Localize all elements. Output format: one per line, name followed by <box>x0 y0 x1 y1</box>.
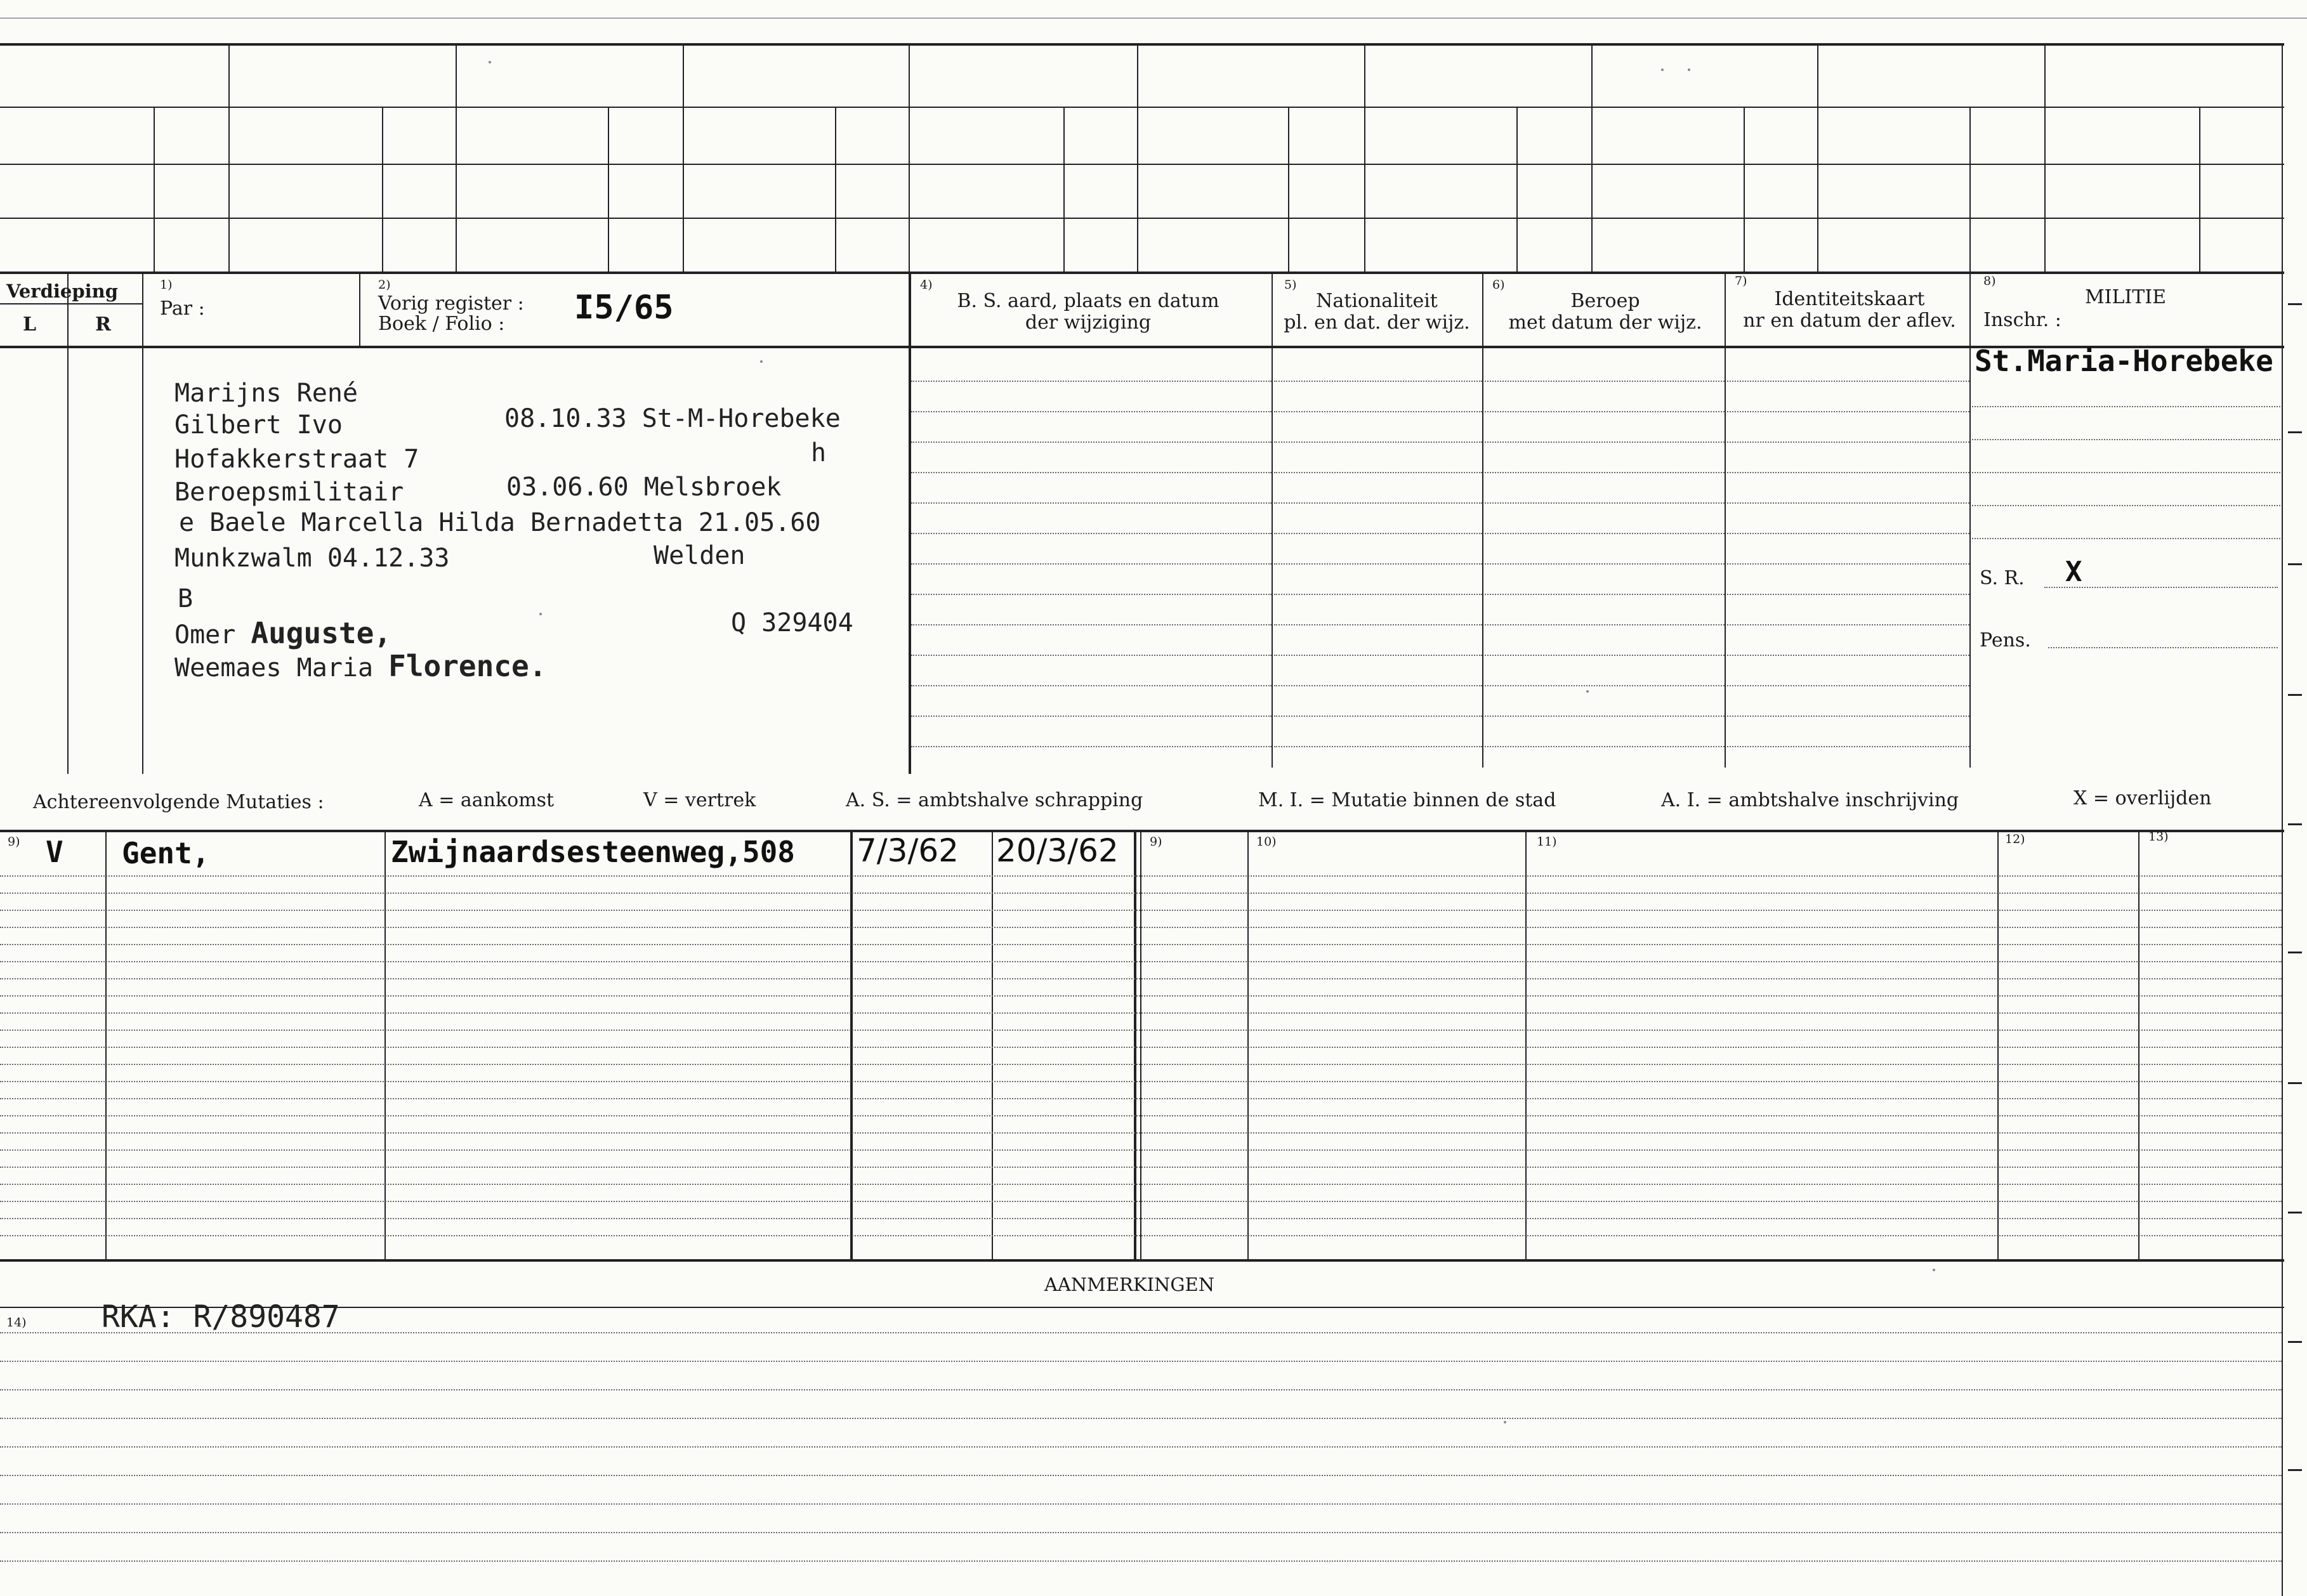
ruling-line <box>1727 563 1969 565</box>
ruling-line <box>1274 563 1482 565</box>
ruling-line <box>0 910 2282 911</box>
grid-subdivider <box>154 107 155 273</box>
person-line: Weemaes Maria Florence. <box>174 649 547 683</box>
ruling-line <box>1274 624 1482 625</box>
ruling-line <box>0 1503 2282 1505</box>
col-divider <box>2138 831 2139 1260</box>
ruling-line <box>911 685 1272 686</box>
sr-label: S. R. <box>1980 567 2025 589</box>
ruling-line <box>0 995 2282 997</box>
ruling-line <box>0 1167 2282 1168</box>
field-number: 6) <box>1492 278 1505 292</box>
col5-title: Nationaliteit <box>1316 290 1438 312</box>
scan-speck <box>1688 69 1690 71</box>
grid-divider <box>228 44 230 273</box>
margin-mark <box>2288 823 2302 825</box>
ruling-line <box>1274 716 1482 717</box>
ruling-line <box>1485 716 1725 717</box>
vorig-register-label: Vorig register : <box>378 292 524 315</box>
mutations-top-border <box>0 830 2284 832</box>
mutation-date-1: 7/3/62 <box>857 832 959 869</box>
remarks-title: AANMERKINGEN <box>1044 1274 1215 1295</box>
grid-subdivider <box>835 107 836 273</box>
col-divider <box>1997 831 1999 1260</box>
ruling-line <box>1727 655 1969 656</box>
ruling-line <box>1485 563 1725 565</box>
ruling-line <box>0 1532 2282 1533</box>
legend-v: V = vertrek <box>643 789 756 811</box>
scan-speck <box>760 360 763 363</box>
vorig-register-value: I5/65 <box>574 289 674 327</box>
person-line: Gilbert Ivo <box>174 410 343 440</box>
ruling-line <box>0 875 2282 877</box>
ruling-line <box>1727 716 1969 717</box>
person-line: Beroepsmilitair <box>174 478 404 507</box>
ruling-line <box>0 1081 2282 1082</box>
col-divider <box>1140 831 1141 1260</box>
col4-title: B. S. aard, plaats en datum <box>957 290 1219 312</box>
ruling-line <box>911 746 1272 747</box>
ruling-line <box>1274 746 1482 747</box>
ruling-line <box>0 978 2282 979</box>
person-line: 03.06.60 Melsbroek <box>506 473 782 502</box>
col-divider <box>1272 273 1273 768</box>
ruling-line <box>1485 655 1725 656</box>
ruling-line <box>0 927 2282 928</box>
ruling-line <box>911 563 1272 565</box>
grid-subdivider <box>382 107 383 273</box>
grid-subdivider <box>1516 107 1518 273</box>
ruling-line <box>1274 594 1482 595</box>
ruling-line <box>1274 411 1482 412</box>
ruling-line <box>1274 381 1482 382</box>
scan-speck <box>489 61 491 63</box>
boek-folio-label: Boek / Folio : <box>378 313 505 335</box>
margin-mark <box>2288 563 2302 565</box>
ruling-line <box>1485 746 1725 747</box>
r-label: R <box>95 313 111 336</box>
field-number: 10) <box>1256 835 1277 849</box>
ruling-line <box>1972 406 2280 407</box>
person-line: B <box>178 584 194 613</box>
ruling-line <box>1727 381 1969 382</box>
field-number: 14) <box>6 1316 27 1330</box>
scan-speck <box>1933 1269 1935 1271</box>
margin-mark <box>2288 694 2302 696</box>
ruling-line <box>1485 411 1725 412</box>
ruling-line <box>1274 655 1482 656</box>
col-divider <box>1482 273 1483 768</box>
margin-mark <box>2288 431 2302 433</box>
ruling-line <box>0 1418 2282 1419</box>
field-number: 5) <box>1284 278 1297 292</box>
grid-divider <box>1364 44 1365 273</box>
person-line: Welden <box>654 541 746 570</box>
grid-line <box>0 107 2284 108</box>
ruling-line <box>1485 442 1725 443</box>
ruling-line <box>0 1235 2282 1236</box>
col5-subtitle: pl. en dat. der wijz. <box>1284 311 1470 334</box>
person-line: Munkzwalm 04.12.33 <box>174 544 450 573</box>
grid-top-border <box>0 43 2284 46</box>
grid-subdivider <box>2199 107 2200 273</box>
legend-a: A = aankomst <box>419 789 555 811</box>
col-divider <box>384 831 386 1260</box>
ruling-line <box>911 533 1272 534</box>
ruling-line <box>1727 533 1969 534</box>
mutations-bottom-border <box>0 1259 2284 1262</box>
grid-subdivider <box>1969 107 1971 273</box>
field-number: 9) <box>8 835 20 849</box>
ruling-line <box>0 1218 2282 1219</box>
ruling-line <box>1485 502 1725 504</box>
margin-mark <box>2288 1469 2302 1471</box>
mutation-date-2: 20/3/62 <box>996 832 1119 869</box>
person-line: h <box>811 438 827 468</box>
pens-label: Pens. <box>1980 629 2031 651</box>
legend-x: X = overlijden <box>2074 787 2212 809</box>
col-divider <box>1134 831 1136 1260</box>
field-number: 13) <box>2148 830 2169 844</box>
grid-subdivider <box>1744 107 1745 273</box>
col-divider <box>67 273 69 774</box>
ruling-line <box>0 1030 2282 1031</box>
ruling-line <box>1972 505 2280 506</box>
legend-mi: M. I. = Mutatie binnen de stad <box>1258 789 1556 811</box>
ruling-line <box>911 716 1272 717</box>
col-divider <box>992 831 993 1260</box>
margin-mark <box>2288 1082 2302 1084</box>
grid-subdivider <box>1288 107 1289 273</box>
margin-mark <box>2288 1341 2302 1343</box>
inschr-value: St.Maria-Horebeke <box>1975 344 2273 378</box>
col-divider <box>1525 831 1527 1260</box>
ruling-line <box>1485 533 1725 534</box>
col-divider <box>850 831 853 1260</box>
col4-subtitle: der wijziging <box>1025 311 1152 334</box>
ruling-line <box>0 1012 2282 1014</box>
col6-title: Beroep <box>1570 290 1640 312</box>
ruling-line <box>1485 381 1725 382</box>
ruling-line <box>1972 538 2280 539</box>
ruling-line <box>0 1560 2282 1562</box>
ruling-line <box>0 893 2282 894</box>
mutation-address: Zwijnaardsesteenweg,508 <box>391 835 795 869</box>
ruling-line <box>0 1446 2282 1448</box>
ruling-line <box>1727 411 1969 412</box>
ruling-line <box>0 944 2282 945</box>
remarks-header-line <box>0 1307 2284 1308</box>
col7-title: Identiteitskaart <box>1774 288 1925 310</box>
ruling-line <box>1485 624 1725 625</box>
ruling-line <box>1485 594 1725 595</box>
field-number: 11) <box>1537 835 1557 849</box>
scan-speck <box>539 613 542 615</box>
legend-ai: A. I. = ambtshalve inschrijving <box>1661 789 1959 811</box>
ruling-line <box>1727 442 1969 443</box>
ruling-line <box>911 502 1272 504</box>
ruling-line <box>0 1475 2282 1476</box>
ruling-line <box>0 1132 2282 1134</box>
person-id-number: Q 329404 <box>731 608 853 638</box>
ruling-line <box>1972 439 2280 440</box>
field-number: 9) <box>1150 835 1162 849</box>
ruling-line <box>1274 472 1482 473</box>
mutation-type: V <box>46 835 63 869</box>
grid-line <box>0 218 2284 219</box>
grid-divider <box>1817 44 1818 273</box>
ruling-line <box>1727 624 1969 625</box>
ruling-line <box>1727 685 1969 686</box>
ruling-line <box>0 1149 2282 1151</box>
pens-line <box>2048 647 2278 648</box>
ruling-line <box>1274 442 1482 443</box>
col-divider <box>1969 273 1971 768</box>
grid-divider <box>1591 44 1593 273</box>
ruling-line <box>911 411 1272 412</box>
grid-divider <box>456 44 457 273</box>
col-divider <box>1247 831 1249 1260</box>
grid-divider <box>2044 44 2046 273</box>
grid-bottom-border <box>0 271 2284 274</box>
ruling-line <box>0 1115 2282 1116</box>
scan-speck <box>1661 69 1664 71</box>
legend-title: Achtereenvolgende Mutaties : <box>33 791 324 813</box>
sr-value: X <box>2065 556 2082 588</box>
ruling-line <box>1727 746 1969 747</box>
ruling-line <box>1274 502 1482 504</box>
ruling-line <box>1485 685 1725 686</box>
col6-subtitle: met datum der wijz. <box>1508 311 1702 334</box>
card-right-border <box>2282 43 2283 1596</box>
field-number: 8) <box>1983 274 1996 288</box>
person-line: Omer Auguste, <box>174 616 391 650</box>
header-divider <box>0 303 142 304</box>
margin-mark <box>2288 1212 2302 1213</box>
ruling-line <box>911 472 1272 473</box>
ruling-line <box>1485 472 1725 473</box>
ruling-line <box>0 1201 2282 1202</box>
col-divider <box>359 273 360 346</box>
field-number: 4) <box>920 278 933 292</box>
legend-as: A. S. = ambtshalve schrapping <box>846 789 1143 811</box>
grid-subdivider <box>1063 107 1065 273</box>
margin-mark <box>2288 303 2302 305</box>
person-line: Marijns René <box>174 379 358 408</box>
scan-speck <box>1586 690 1589 693</box>
ruling-line <box>1972 472 2280 473</box>
ruling-line <box>911 624 1272 625</box>
grid-divider <box>909 44 910 273</box>
l-label: L <box>23 313 37 336</box>
field-number: 1) <box>160 278 173 292</box>
col7-subtitle: nr en datum der aflev. <box>1743 310 1956 332</box>
mutation-place: Gent, <box>122 836 210 870</box>
header-bottom-border <box>0 346 2284 348</box>
ruling-line <box>911 442 1272 443</box>
ruling-line <box>0 1047 2282 1048</box>
ruling-line <box>911 655 1272 656</box>
ruling-line <box>0 1389 2282 1390</box>
grid-subdivider <box>608 107 609 273</box>
ruling-line <box>0 1361 2282 1362</box>
ruling-line <box>1727 472 1969 473</box>
ruling-line <box>0 1098 2282 1099</box>
ruling-line <box>911 381 1272 382</box>
grid-divider <box>1137 44 1138 273</box>
person-line: e Baele Marcella Hilda Bernadetta 21.05.60 <box>179 508 821 537</box>
ruling-line <box>1727 594 1969 595</box>
verdieping-label: Verdieping <box>6 280 118 302</box>
ruling-line <box>911 594 1272 595</box>
person-line: Hofakkerstraat 7 <box>174 445 419 474</box>
militie-title: MILITIE <box>2084 286 2167 308</box>
grid-divider <box>683 44 684 273</box>
remarks-value: RKA: R/890487 <box>102 1299 340 1335</box>
ruling-line <box>1727 502 1969 504</box>
col-divider <box>105 831 107 1260</box>
ruling-line <box>1274 685 1482 686</box>
col-divider <box>909 273 911 774</box>
ruling-line <box>0 1332 2282 1333</box>
grid-line <box>0 164 2284 165</box>
inschr-label: Inschr. : <box>1983 309 2061 331</box>
ruling-line <box>1274 533 1482 534</box>
col-divider <box>142 273 143 774</box>
field-number: 12) <box>2005 832 2025 846</box>
field-number: 2) <box>378 278 391 292</box>
scan-speck <box>1504 1421 1506 1423</box>
col-divider <box>1725 273 1726 768</box>
ruling-line <box>0 961 2282 962</box>
ruling-line <box>0 1064 2282 1065</box>
ruling-line <box>0 1184 2282 1185</box>
par-label: Par : <box>160 298 205 320</box>
margin-mark <box>2288 952 2302 953</box>
person-line: 08.10.33 St-M-Horebeke <box>504 404 841 433</box>
field-number: 7) <box>1735 274 1747 288</box>
